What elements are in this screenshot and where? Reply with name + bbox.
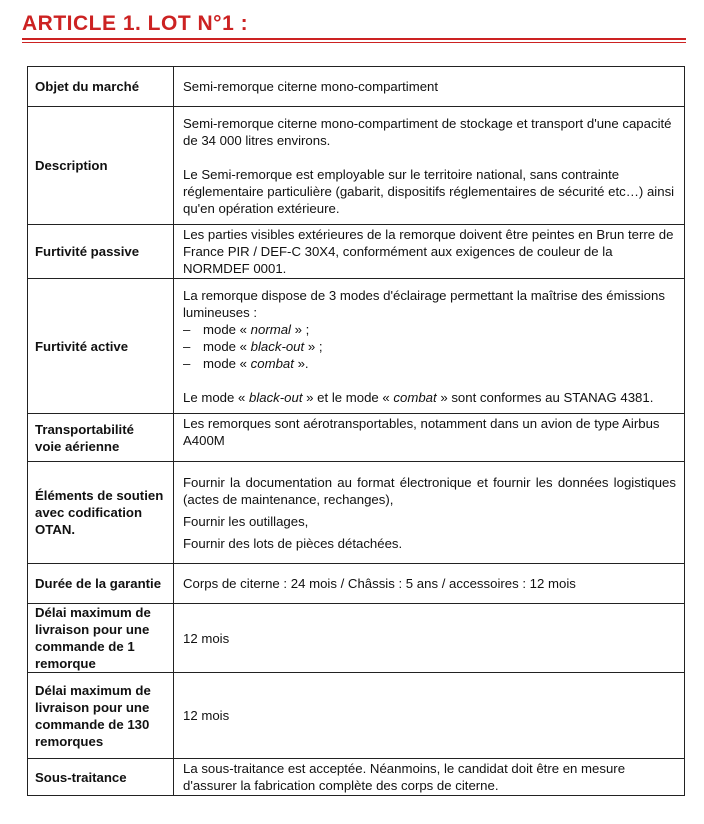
mode-name-combat: combat bbox=[250, 355, 294, 371]
row-garantie bbox=[28, 564, 685, 604]
row-sous-traitance bbox=[28, 759, 685, 796]
value-delai-1-remorque: 12 mois bbox=[174, 604, 685, 673]
label-furtivite-active: Furtivité active bbox=[28, 279, 174, 414]
specification-table bbox=[27, 66, 685, 796]
furtivite-active-intro: La remorque dispose de 3 modes d'éclairage permettant la maîtrise des émissions lumineuses : bbox=[183, 287, 665, 320]
furtivite-active-outro: Le mode « black-out » et le mode « combat » sont conformes au STANAG 4381. bbox=[183, 389, 654, 405]
description-paragraph-1: Semi-remorque citerne mono-compartiment de stockage et transport d'une capacité de 34 000 litres environs. bbox=[183, 115, 672, 148]
label-furtivite-passive: Furtivité passive bbox=[28, 225, 174, 279]
value-sous-traitance: La sous-traitance est acceptée. Néanmoins, le candidat doit être en mesure d'assurer la fabrication complète des corps de citerne. bbox=[174, 759, 685, 796]
article-heading: ARTICLE 1. LOT N°1 : bbox=[22, 12, 249, 35]
row-furtivite-active bbox=[28, 279, 685, 414]
mode-name-black-out: black-out bbox=[250, 338, 305, 354]
value-garantie: Corps de citerne : 24 mois / Châssis : 5 ans / accessoires : 12 mois bbox=[174, 564, 685, 604]
value-soutien bbox=[174, 462, 685, 564]
lighting-modes-list bbox=[183, 321, 676, 372]
value-description bbox=[174, 107, 685, 225]
mode-name-normal: normal bbox=[250, 321, 291, 337]
label-soutien: Éléments de soutien avec codification OTAN. bbox=[28, 462, 174, 564]
value-objet: Semi-remorque citerne mono-compartiment bbox=[174, 67, 685, 107]
label-delai-130-remorques: Délai maximum de livraison pour une commande de 130 remorques bbox=[28, 673, 174, 759]
label-delai-1-remorque: Délai maximum de livraison pour une commande de 1 remorque bbox=[28, 604, 174, 673]
label-objet: Objet du marché bbox=[28, 67, 174, 107]
value-furtivite-active bbox=[174, 279, 685, 414]
heading-rule-thick bbox=[22, 38, 686, 40]
row-soutien bbox=[28, 462, 685, 564]
description-paragraph-2: Le Semi-remorque est employable sur le territoire national, sans contrainte réglementaire particulière (gabarit, dispositifs réglementaires de sécurité etc…) ainsi qu'en opération extérieure. bbox=[183, 166, 675, 216]
row-transportabilite bbox=[28, 414, 685, 462]
list-item-mode-normal: – mode « normal » ; bbox=[183, 321, 310, 337]
row-objet bbox=[28, 67, 685, 107]
label-description: Description bbox=[28, 107, 174, 225]
label-garantie: Durée de la garantie bbox=[28, 564, 174, 604]
list-item-mode-combat: – mode « combat ». bbox=[183, 355, 309, 371]
row-delai-130-remorques bbox=[28, 673, 685, 759]
heading-rule-thin bbox=[22, 42, 686, 43]
label-sous-traitance: Sous-traitance bbox=[28, 759, 174, 796]
soutien-paragraph-2: Fournir les outillages, bbox=[183, 513, 309, 529]
value-transportabilite: Les remorques sont aérotransportables, notamment dans un avion de type Airbus A400M bbox=[174, 414, 685, 462]
soutien-paragraph-3: Fournir des lots de pièces détachées. bbox=[183, 535, 403, 551]
value-delai-130-remorques: 12 mois bbox=[174, 673, 685, 759]
row-furtivite-passive bbox=[28, 225, 685, 279]
list-item-mode-black-out: – mode « black-out » ; bbox=[183, 338, 323, 354]
value-furtivite-passive: Les parties visibles extérieures de la remorque doivent être peintes en Brun terre de France PIR / DEF-C 30X4, conformément aux exigences de couleur de la NORMDEF 0001. bbox=[174, 225, 685, 279]
label-transportabilite: Transportabilité voie aérienne bbox=[28, 414, 174, 462]
soutien-paragraph-1: Fournir la documentation au format électronique et fournir les données logistiques (actes de maintenance, rechanges), bbox=[183, 474, 676, 507]
row-description bbox=[28, 107, 685, 225]
row-delai-1-remorque bbox=[28, 604, 685, 673]
